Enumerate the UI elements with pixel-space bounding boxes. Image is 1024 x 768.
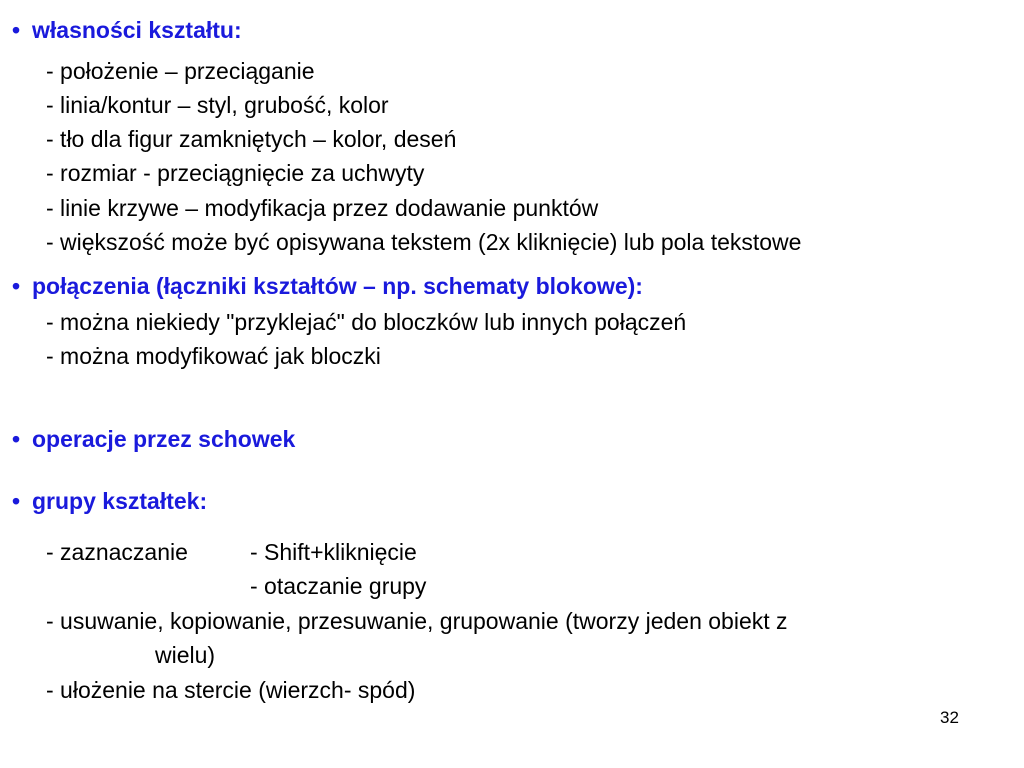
list-item: - można niekiedy "przyklejać" do bloczków lub innych połączeń	[46, 309, 687, 335]
list-item: - usuwanie, kopiowanie, przesuwanie, grupowanie (tworzy jeden obiekt z	[46, 608, 788, 634]
list-item: - Shift+kliknięcie	[250, 539, 417, 565]
section-heading-connectors	[12, 271, 643, 301]
section-heading-text: grupy kształtek:	[32, 488, 208, 514]
page-number: 32	[940, 708, 959, 727]
bullet-icon: •	[12, 17, 21, 43]
list-item: - linia/kontur – styl, grubość, kolor	[46, 92, 389, 118]
list-item: - większość może być opisywana tekstem (2x kliknięcie) lub pola tekstowe	[46, 229, 802, 255]
section-heading-text: operacje przez schowek	[32, 426, 296, 452]
bullet-icon: •	[12, 426, 21, 452]
section-heading-text: połączenia (łączniki kształtów – np. schematy blokowe):	[32, 273, 643, 299]
list-item: - rozmiar - przeciągnięcie za uchwyty	[46, 160, 425, 186]
list-item: - ułożenie na stercie (wierzch- spód)	[46, 677, 416, 703]
list-item: - linie krzywe – modyfikacja przez dodawanie punktów	[46, 195, 599, 221]
bullet-icon: •	[12, 488, 21, 514]
section-heading-clipboard	[12, 424, 295, 454]
section-heading-shape-properties	[12, 15, 242, 45]
list-item: - tło dla figur zamkniętych – kolor, deseń	[46, 126, 457, 152]
section-heading-groups	[12, 486, 207, 516]
list-item: wielu)	[155, 642, 216, 668]
list-item: - zaznaczanie	[46, 539, 188, 565]
list-item: - można modyfikować jak bloczki	[46, 343, 381, 369]
bullet-icon: •	[12, 273, 21, 299]
list-item: - otaczanie grupy	[250, 573, 427, 599]
list-item: - położenie – przeciąganie	[46, 58, 315, 84]
section-heading-text: własności kształtu:	[32, 17, 242, 43]
